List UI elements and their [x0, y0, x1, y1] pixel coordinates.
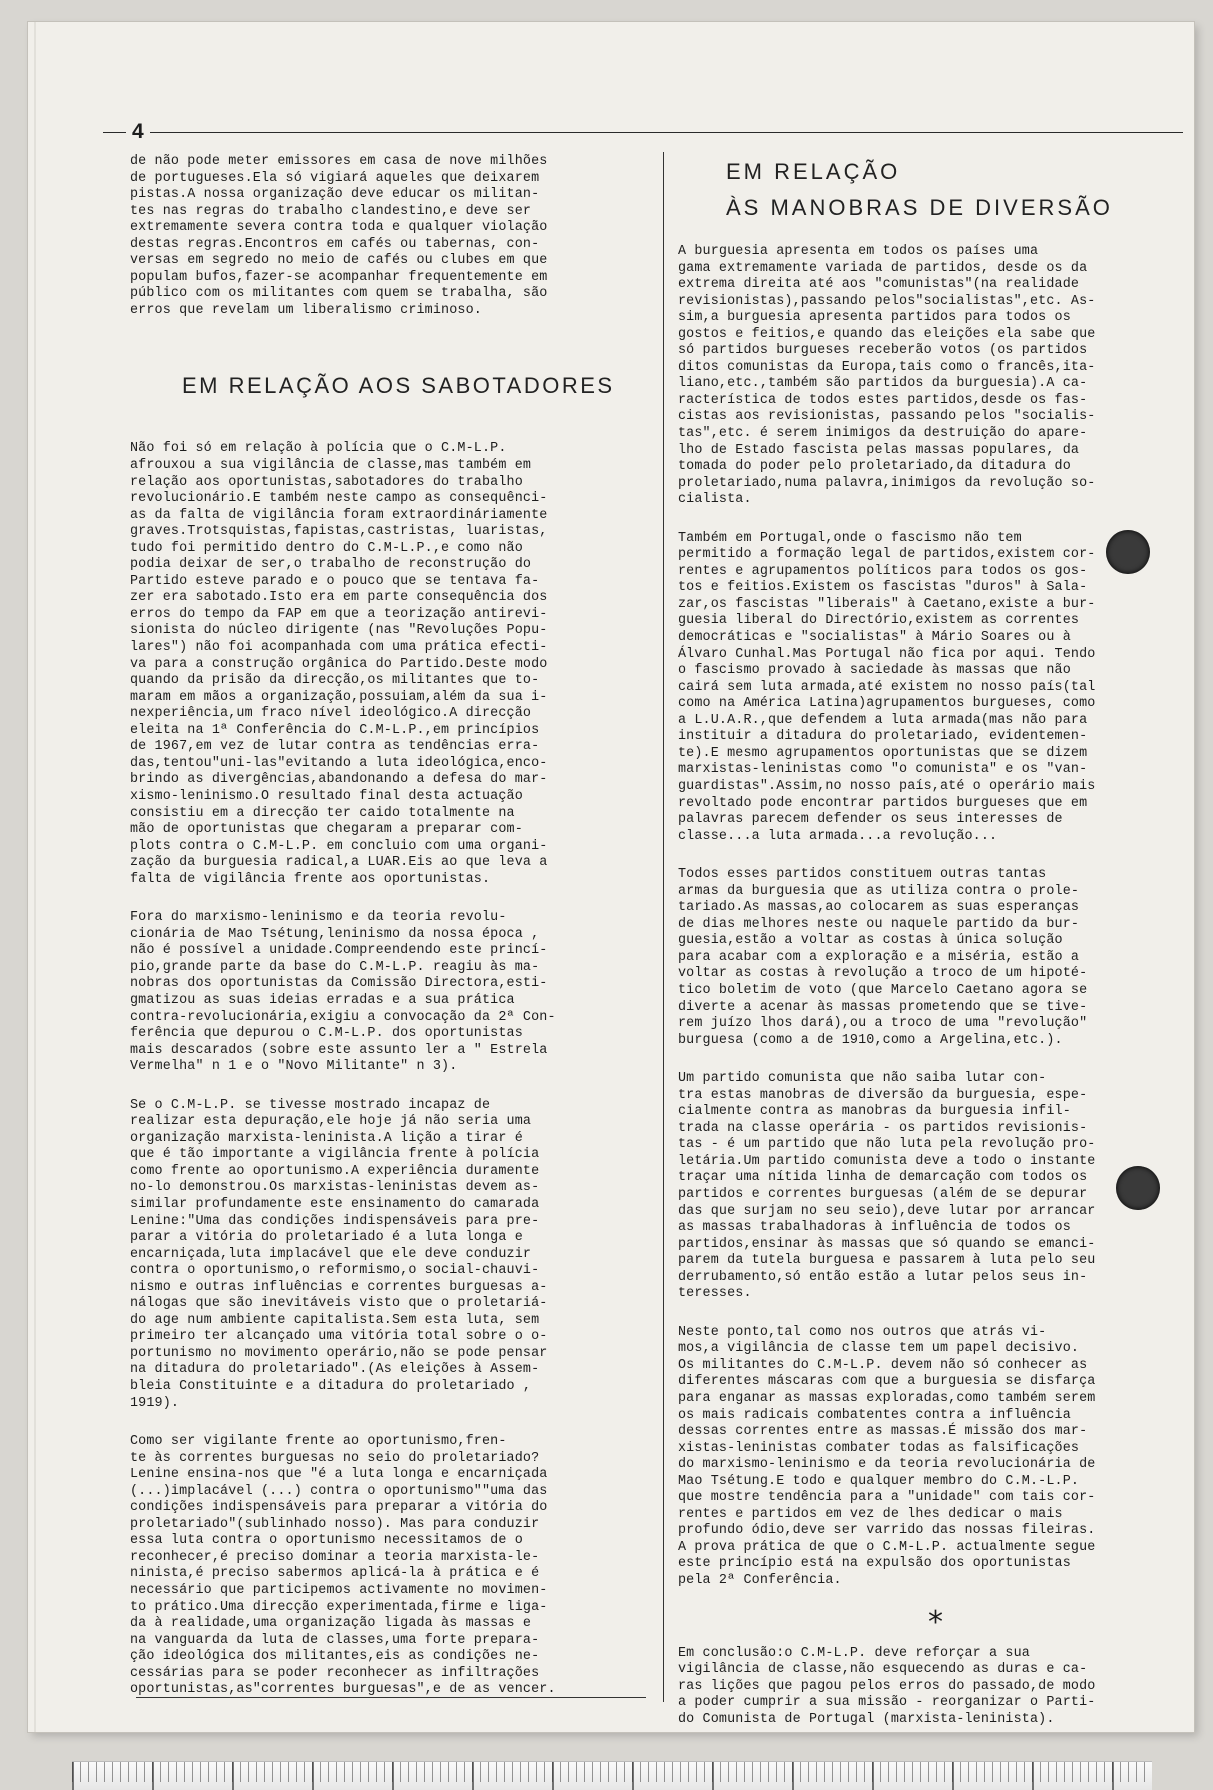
left-column: [130, 154, 645, 1699]
section-heading-manobras: [726, 154, 1193, 226]
page-number: 4: [126, 121, 150, 143]
conclusion-paragraph: Em conclusão:o C.M-L.P. deve reforçar a sua vigilância de classe,não esquecendo as duras e ca- ras lições que pagou pelos erros do passado,de modo a poder cumprir a sua missão - reorganizar o Parti- do Comunista de Portugal (marxista-leninista).: [678, 1645, 1096, 1727]
ruler-major-ticks: [72, 1762, 1152, 1790]
heading-line-2: ÀS MANOBRAS DE DIVERSÃO: [726, 195, 1113, 220]
scan-ruler: [72, 1761, 1152, 1790]
paragraph: Fora do marxismo-leninismo e da teoria revolu- cionária de Mao Tsétung,leninismo da nossa época , não é possível a unidade.Compreendendo este princí- pio,grande parte da base do C.M-L.P. reagiu às ma- nobras dos oportunistas da Comissão Directora,esti- gmatizou as suas ideias erradas e a sua prática contra-revolucionária,exigiu a convocação da 2ª Con- ferência que depurou o C.M-L.P. dos oportunistas mais descarados (sobre este assunto ler a " Estrela Vermelha" n 1 e o "Novo Militante" n 3).: [130, 910, 556, 1075]
column-divider: [663, 152, 664, 1702]
document-page: [28, 22, 1194, 1732]
paragraph: Como ser vigilante frente ao oportunismo,fren- te às correntes burguesas no seio do proletariado? Lenine ensina-nos que "é a luta longa e encarniçada (...)implacável (...) contra o oportunismo""uma das condições indispensáveis para preparar a vitória do proletariado"(sublinhado nosso). Mas para conduzir essa luta contra o oportunismo necessitamos de o reconhecer,é preciso dominar a teoria marxista-le- ninista,é preciso sabermos aplicá-la à prática e é necessário que participemos activamente no movimen- to prático.Uma direcção experimentada,firme e liga- da à realidade,uma organização ligada às massas e na vanguarda da luta de classes,uma forte prepara- ção ideológica dos militantes,eis as condições ne- cessárias para se poder reconhecer as infiltrações oportunistas,as"correntes burguesas",e de as vencer.: [130, 1434, 556, 1698]
right-column: [678, 154, 1193, 1728]
paragraph: Não foi só em relação à polícia que o C.M-L.P. afrouxou a sua vigilância de classe,mas também em relação aos oportunistas,sabotadores do trabalho revolucionário.E também neste campo as consequênci- as da falta de vigilância foram extraordináriamente graves.Trotsquistas,fapistas,castristas, luaristas, tudo foi permitido dentro do C.M-L.P.,e como não podia deixar de ser,o trabalho de reconstrução do Partido esteve parado e o pouco que se tentava fa- zer era sabotado.Isto era em parte consequência dos erros do tempo da FAP em que a teorização antirevi- sionista do núcleo dirigente (nas "Revoluções Popu- lares") não foi acompanhada com uma prática efecti- va para a construção orgânica do Partido.Deste modo quando da prisão da direcção,os militantes que to- maram em mãos a organização,possuiam,além da sua i- nexperiência,um fraco nível ideológico.A direcção eleita na 1ª Conferência do C.M-L.P.,em princípios de 1967,em vez de lutar contra as tendências erra- das,tentou"uni-las"evitando a luta ideológica,enco- brindo as divergências,abandonando a defesa do mar- xismo-leninismo.O resultado final desta actuação consistiu em a direcção ter caido totalmente na mão de oportunistas que chegaram a preparar com- plots contra o C.M-L.P. em concluio com uma organi- zação da burguesia radical,a LUAR.Eis ao que leva a falta de vigilância frente aos oportunistas.: [130, 441, 548, 887]
paragraph: Um partido comunista que não saiba lutar con- tra estas manobras de diversão da burguesia, espe- cialmente contra as manobras da burguesia infil- trada na classe operária - os partidos revisionis- tas - é um partido que não luta pela revolução pro- letária.Um partido comunista deve a todo o instante traçar uma nítida linha de demarcação com todos os partidos e correntes burguesas (além de se depurar das que surjam no seu seio),deve lutar por arrancar as massas trabalhadoras à influência de todos os partidos,ensinar às massas que só quando se emanci- parem da tutela burguesa e passarem à luta pelo seu derrubamento,só então estão a lutar pelos seus in- teresses.: [678, 1071, 1096, 1302]
paragraph: Todos esses partidos constituem outras tantas armas da burguesia que as utiliza contra o prole- tariado.As massas,ao colocarem as suas esperanças de dias melhores neste ou naquele partido da bur- guesia,estão a voltar as costas à única solução para acabar com a exploração e a miséria, estão a voltar as costas à revolução a troco de um hipoté- tico boletim de voto (que Marcelo Caetano agora se diverte a acenar às massas prometendo que se tive- rem juízo lhos dará),ou a troco de uma "revolução" burguesa (como a de 1910,como a Argelina,etc.).: [678, 867, 1088, 1048]
punch-hole: [1106, 530, 1150, 574]
section-heading-sabotadores: EM RELAÇÃO AOS SABOTADORES: [182, 373, 615, 399]
paragraph: Se o C.M-L.P. se tivesse mostrado incapaz de realizar esta depuração,ele hoje já não seria uma organização marxista-leninista.A lição a tirar é que é tão importante a vigilância frente à polícia como frente ao oportunismo.A experiência duramente no-lo demonstrou.Os marxistas-leninistas devem as- similar profundamente este ensinamento do camarada Lenine:"Uma das condições indispensáveis para pre- parar a vitória do proletariado é a luta longa e encarniçada,luta implacável que ele deve conduzir contra o oportunismo,o reformismo,o social-chauvi- nismo e outras influências e correntes burguesas a- nálogas que são inevitáveis visto que o proletariá- do age num ambiente capitalista.Sem esta luta, sem primeiro ter alcançado uma vitória total sobre o o- portunismo no movimento operário,não se pode pensar na ditadura do proletariado".(As eleições à Assem- bleia Constituinte e a ditadura do proletariado , 1919).: [130, 1097, 548, 1411]
header-rule: [103, 132, 1183, 133]
punch-hole: [1116, 1166, 1160, 1210]
paragraph: Também em Portugal,onde o fascismo não tem permitido a formação legal de partidos,existem cor- rentes e agrupamentos políticos para todos os gos- tos e feitios.Existem os fascistas "duros" à Sala- zar,os fascistas "liberais" à Caetano,existe a bur- guesia liberal do Directório,existem as correntes democráticas e "socialistas" à Mário Soares ou à Álvaro Cunhal.Mas Portugal não fica por aqui. Tendo o fascismo provado à saciedade às massas que não cairá sem luta armada,até existem no nosso país(tal como na América Latina)agrupamentos burgueses, como a L.U.A.R.,que defendem a luta armada(mas não para instituir a ditadura do proletariado, evidentemen- te).E mesmo agrupamentos oportunistas que se dizem marxistas-leninistas como "o comunista" e os "van- guardistas".Assim,no nosso país,até o operário mais revoltado pode encontrar partidos burgueses que em palavras parecem defender os seus interesses de classe...a luta armada...a revolução...: [678, 530, 1096, 844]
paragraph: Neste ponto,tal como nos outros que atrás vi- mos,a vigilância de classe tem um papel decisivo. Os militantes do C.M-L.P. devem não só conhecer as diferentes máscaras com que a burguesia se disfarça para enganar as massas exploradas,como também serem os mais radicais combatentes contra a influência dessas correntes entre as massas.É missão dos mar- xistas-leninistas combater todas as falsificações do marxismo-leninismo e da teoria revolucionária de Mao Tsétung.E todo e qualquer membro do C.M.-L.P. que mostre tendência para a "unidade" com tais cor- rentes e partidos em vez de lhes dedicar o mais profundo ódio,deve ser varrido das nossas fileiras. A prova prática de que o C.M-L.P. actualmente segue este princípio está na expulsão dos oportunistas pela 2ª Conferência.: [678, 1324, 1096, 1589]
intro-paragraph: de não pode meter emissores em casa de nove milhões de portugueses.Ela só vigiará aqueles que deixarem pistas.A nossa organização deve educar os militan- tes nas regras do trabalho clandestino,e deve ser extremamente severa contra toda e qualquer violação destas regras.Encontros em cafés ou tabernas, con- versas em segredo no meio de cafés ou clubes em que populam bufos,fazer-se acompanhar frequentemente em público com os militantes com quem se trabalha, são erros que revelam um liberalismo criminoso.: [130, 154, 548, 318]
section-separator-star: *: [928, 1604, 943, 1640]
paragraph: A burguesia apresenta em todos os países uma gama extremamente variada de partidos, desde os da extrema direita até aos "comunistas"(na realidade revisionistas),passando pelos"socialistas",etc. As- sim,a burguesia apresenta partidos para todos os gostos e feitios,e quando das eleições ela sabe que só partidos burgueses receberão votos (os partidos ditos comunistas da Europa,tais como o francês,ita- liano,etc.,também são partidos da burguesia).A ca- racterística de todos estes partidos,desde os fas- cistas aos revisionistas, passando pelos "socialis- tas",etc. é serem inimigos da destruição do apare- lho de Estado fascista pelas massas populares, da tomada do poder pelo proletariado,da ditadura do proletariado,numa palavra,inimigos da revolução so- cialista.: [678, 244, 1096, 508]
bottom-rule: [136, 1697, 646, 1698]
heading-line-1: EM RELAÇÃO: [726, 159, 901, 184]
